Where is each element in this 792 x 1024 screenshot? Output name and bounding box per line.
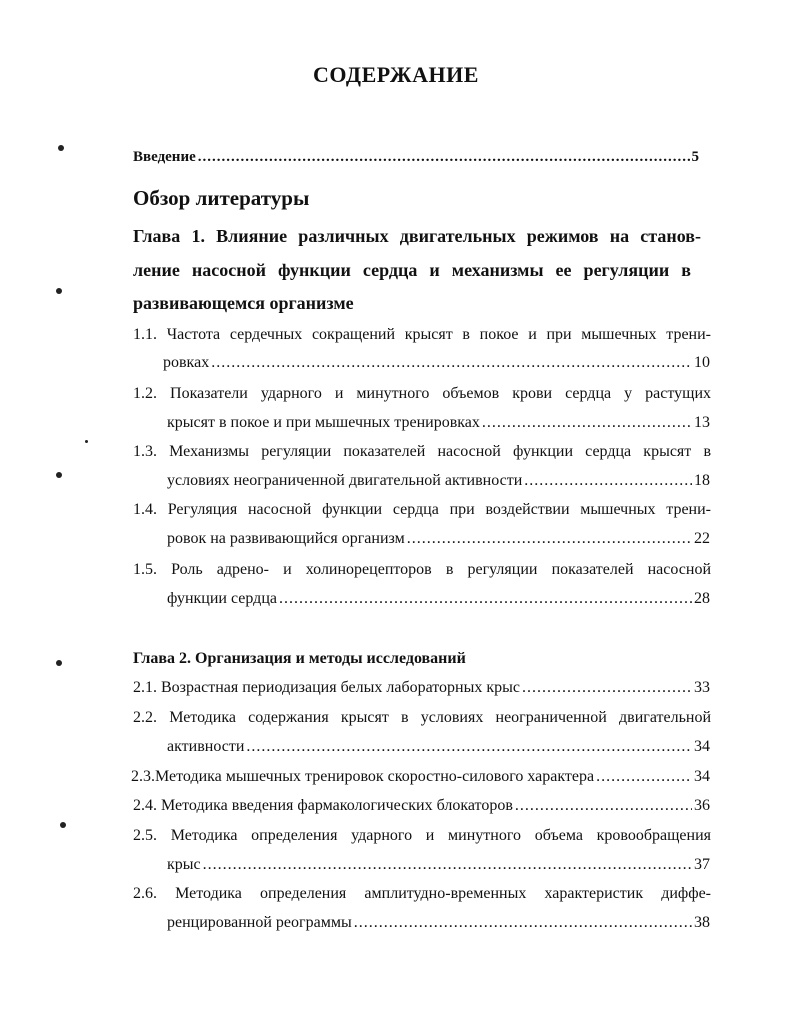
scan-mark <box>56 472 62 478</box>
toc-page-number: 34 <box>694 738 710 755</box>
toc-entry-1-1[interactable] <box>163 353 710 373</box>
toc-entry-text[interactable]: 1.1. Частота сердечных сокращений крысят в покое и при мышечных трени- <box>133 326 711 343</box>
toc-entry-2-6[interactable] <box>167 913 710 933</box>
toc-entry-1-5[interactable] <box>167 589 710 609</box>
scan-mark <box>58 145 64 151</box>
toc-entry-text[interactable]: 1.4. Регуляция насосной функции сердца при воздействии мышечных трени- <box>133 501 711 518</box>
chapter-heading-line[interactable]: ление насосной функции сердца и механизмы ее регуляции в <box>133 260 691 280</box>
toc-entry-text[interactable]: 1.3. Механизмы регуляции показателей насосной функции сердца крысят в <box>133 443 711 460</box>
chapter-heading-line[interactable]: Глава 1. Влияние различных двигательных режимов на станов- <box>133 226 701 246</box>
toc-page-number: 22 <box>694 530 710 547</box>
leader-dots <box>279 589 692 609</box>
toc-label: крысят в покое и при мышечных тренировках <box>167 414 480 431</box>
toc-page-number: 36 <box>694 797 710 814</box>
toc-page-number: 38 <box>694 914 710 931</box>
scan-mark <box>85 440 88 443</box>
toc-entry-1-4[interactable] <box>167 529 710 549</box>
scan-mark <box>60 822 66 828</box>
toc-label: Введение <box>133 149 196 165</box>
toc-page-number: 13 <box>694 414 710 431</box>
toc-page-number: 33 <box>694 679 710 696</box>
scan-mark <box>56 288 62 294</box>
toc-entry-2-4[interactable] <box>133 796 710 816</box>
toc-label: ровок на развивающийся организм <box>167 530 405 547</box>
toc-entry-2-2[interactable] <box>167 737 710 757</box>
leader-dots <box>596 767 692 787</box>
leader-dots <box>524 471 692 491</box>
toc-entry-intro[interactable] <box>133 147 699 167</box>
toc-entry-text[interactable]: 2.5. Методика определения ударного и минутного объема кровообращения <box>133 827 711 844</box>
toc-label: 2.3.Методика мышечных тренировок скоростно-силового характера <box>131 768 595 785</box>
toc-entry-text[interactable]: 1.2. Показатели ударного и минутного объемов крови сердца у растущих <box>133 385 711 402</box>
leader-dots <box>522 678 692 698</box>
leader-dots <box>211 353 692 373</box>
toc-entry-text[interactable]: 2.6. Методика определения амплитудно-временных характеристик диффе- <box>133 885 711 902</box>
section-heading: Обзор литературы <box>133 186 310 210</box>
leader-dots <box>203 855 692 875</box>
chapter-heading[interactable]: Глава 2. Организация и методы исследований <box>133 650 466 667</box>
chapter-heading-line[interactable]: развивающемся организме <box>133 293 354 313</box>
scan-mark <box>56 660 62 666</box>
toc-label: условиях неограниченной двигательной активности <box>167 472 523 489</box>
toc-label: функции сердца <box>167 590 277 607</box>
toc-page-number: 10 <box>694 354 710 371</box>
toc-label: ренцированной реограммы <box>167 914 352 931</box>
toc-entry-text[interactable]: 1.5. Роль адрено- и холинорецепторов в регуляции показателей насосной <box>133 561 711 578</box>
toc-page-number: 34 <box>694 768 710 785</box>
toc-label: 2.4. Методика введения фармакологических блокаторов <box>133 797 513 814</box>
toc-page-number: 28 <box>694 590 710 607</box>
toc-entry-2-5[interactable] <box>167 855 710 875</box>
toc-entry-1-2[interactable] <box>167 413 710 433</box>
leader-dots <box>354 913 692 933</box>
toc-label: активности <box>167 738 245 755</box>
toc-label: 2.1. Возрастная периодизация белых лабораторных крыс <box>133 679 520 696</box>
leader-dots <box>515 796 692 816</box>
toc-page-number: 37 <box>694 856 710 873</box>
toc-page-number: 18 <box>694 472 710 489</box>
toc-page-number: 5 <box>691 149 699 165</box>
toc-entry-1-3[interactable] <box>167 471 710 491</box>
leader-dots <box>482 413 692 433</box>
toc-label: ровках <box>163 354 210 371</box>
toc-label: крыс <box>167 856 201 873</box>
toc-entry-text[interactable]: 2.2. Методика содержания крысят в условиях неограниченной двигательной <box>133 709 711 726</box>
leader-dots <box>198 147 690 167</box>
leader-dots <box>246 737 692 757</box>
page-title: СОДЕРЖАНИЕ <box>313 62 479 87</box>
toc-entry-2-3[interactable] <box>131 767 710 787</box>
leader-dots <box>407 529 692 549</box>
toc-entry-2-1[interactable] <box>133 678 710 698</box>
